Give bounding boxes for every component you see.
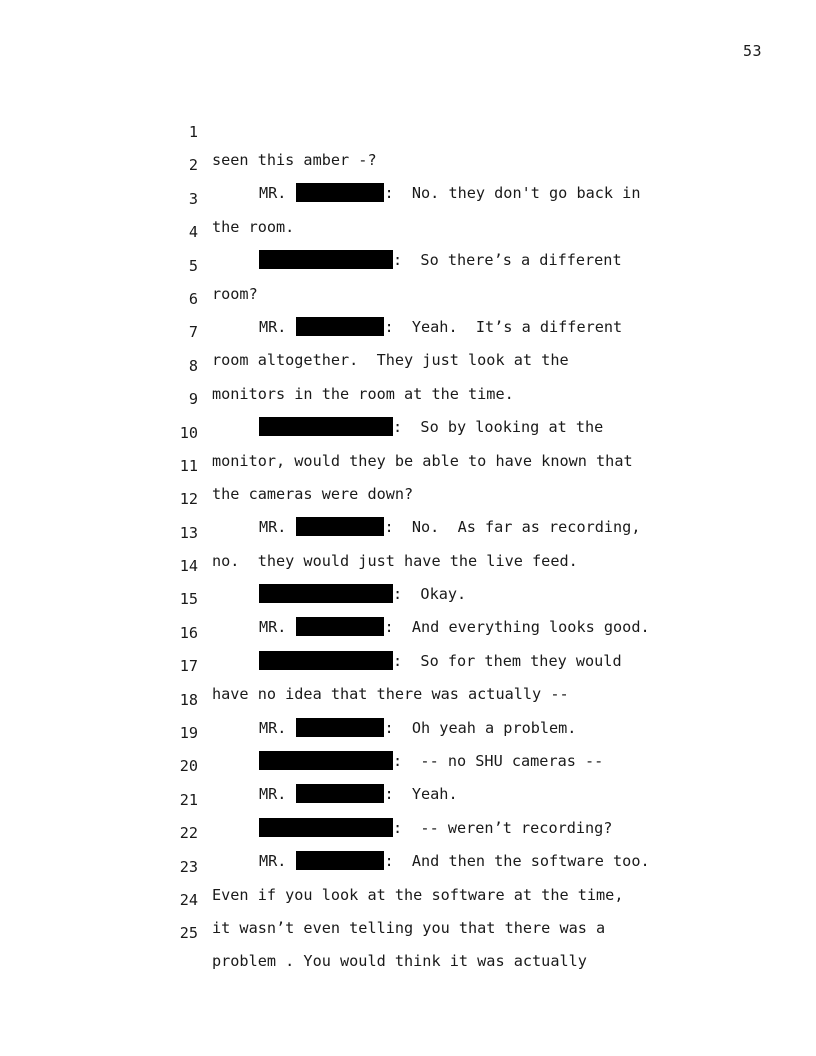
line-number: 4 (188, 223, 198, 242)
speaker-prefix: MR. (259, 184, 287, 203)
line-text: it wasn’t even telling you that there was a (212, 918, 606, 937)
line-number: 2 (188, 156, 198, 175)
line-number: 18 (179, 690, 198, 709)
line-text: the cameras were down? (212, 484, 414, 503)
line-number: 24 (179, 890, 198, 909)
line-number: 3 (188, 189, 198, 208)
line-number: 14 (179, 557, 198, 576)
line-number: 19 (179, 724, 198, 743)
line-text: room altogether. They just look at the (212, 351, 569, 370)
line-number: 6 (188, 289, 198, 308)
speaker-prefix: MR. (259, 785, 287, 804)
line-text: Even if you look at the software at the time, (212, 885, 624, 904)
line-text: monitor, would they be able to have known that (212, 451, 633, 470)
speaker-prefix: MR. (259, 718, 287, 737)
line-text: : Oh yeah a problem. (384, 718, 577, 737)
line-text: room? (212, 284, 258, 303)
line-number: 9 (188, 390, 198, 409)
line-text: no. they would just have the live feed. (212, 551, 578, 570)
page-number: 53 (742, 42, 762, 60)
line-number: 16 (179, 623, 198, 642)
line-number: 21 (179, 790, 198, 809)
line-number: 25 (179, 924, 198, 943)
line-number: 17 (179, 657, 198, 676)
line-number: 22 (179, 824, 198, 843)
line-text: : So for them they would (393, 651, 622, 670)
line-number: 8 (188, 356, 198, 375)
line-text: monitors in the room at the time. (212, 384, 514, 403)
line-number: 15 (179, 590, 198, 609)
line-text: : Yeah. It’s a different (384, 317, 623, 336)
line-number: 12 (179, 490, 198, 509)
line-text: : Okay. (393, 585, 467, 604)
speaker-prefix: MR. (259, 618, 287, 637)
line-text: : And everything looks good. (384, 618, 650, 637)
line-text: : -- weren’t recording? (393, 818, 613, 837)
line-number: 5 (188, 256, 198, 275)
line-text: the room. (212, 217, 295, 236)
line-text: have no idea that there was actually -- (212, 685, 569, 704)
line-text: : -- no SHU cameras -- (393, 752, 604, 771)
transcript-line (0, 90, 816, 169)
line-text: : No. they don't go back in (384, 184, 641, 203)
line-text: : So there’s a different (393, 251, 622, 270)
line-text: seen this amber -? (212, 151, 377, 169)
line-number: 1 (188, 123, 198, 141)
line-number: 11 (179, 456, 198, 475)
line-number: 13 (179, 523, 198, 542)
line-text: : No. As far as recording, (384, 518, 641, 537)
transcript-body (0, 90, 816, 971)
speaker-prefix: MR. (259, 317, 287, 336)
line-text: : And then the software too. (384, 852, 650, 871)
line-number: 23 (179, 857, 198, 876)
line-number: 20 (179, 757, 198, 776)
line-text: problem . You would think it was actually (212, 952, 587, 971)
speaker-prefix: MR. (259, 852, 287, 871)
line-text: : So by looking at the (393, 418, 604, 437)
speaker-prefix: MR. (259, 518, 287, 537)
line-number: 7 (188, 323, 198, 342)
line-number: 10 (179, 423, 198, 442)
line-text: : Yeah. (384, 785, 458, 804)
